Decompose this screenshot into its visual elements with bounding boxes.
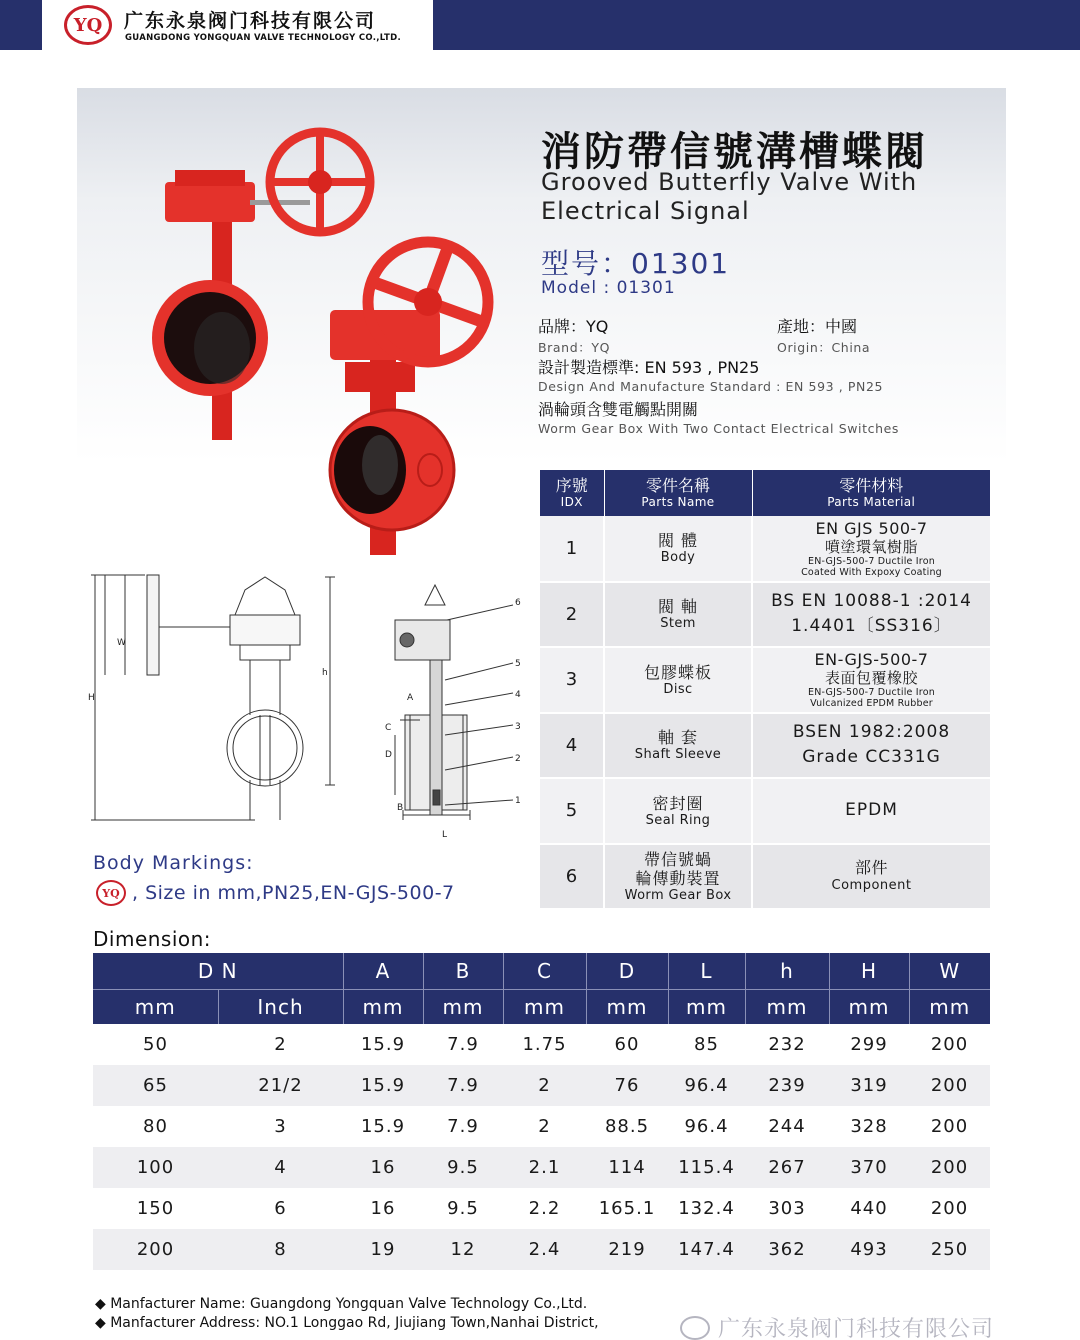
gear-en: Worm Gear Box With Two Contact Electrical Switches (538, 421, 900, 436)
dimension-title: Dimension: (93, 927, 212, 951)
dim-cell: 2.1 (503, 1147, 586, 1188)
dim-cell: 16 (343, 1188, 423, 1229)
manufacturer-info (95, 1295, 599, 1333)
dim-cell: 7.9 (423, 1024, 503, 1065)
dim-cell: 96.4 (668, 1065, 745, 1106)
part-idx: 3 (540, 647, 604, 713)
standard-en: Design And Manufacture Standard : EN 593 , PN25 (538, 379, 884, 394)
company-logo-block (42, 0, 433, 50)
dim-cell: 370 (829, 1147, 909, 1188)
dim-cell: 200 (909, 1147, 990, 1188)
dim-cell: 493 (829, 1229, 909, 1270)
label-w: W (117, 638, 126, 648)
dim-cell: 200 (93, 1229, 218, 1270)
dim-unit: mm (343, 989, 423, 1024)
label-n4: 4 (515, 690, 521, 700)
dim-cell: 115.4 (668, 1147, 745, 1188)
parts-header-material: 零件材料 Parts Material (752, 470, 990, 516)
dim-cell: 9.5 (423, 1188, 503, 1229)
dim-header-a: A (343, 953, 423, 989)
table-row (93, 1147, 990, 1188)
parts-header-row (540, 470, 990, 516)
dim-cell: 15.9 (343, 1024, 423, 1065)
spec-gear (538, 397, 899, 436)
part-material: EPDM (752, 778, 990, 844)
wechat-watermark-icon (680, 1316, 710, 1340)
dim-cell: 362 (745, 1229, 829, 1270)
dim-header-dn: D N (93, 953, 343, 989)
dim-unit: mm (829, 989, 909, 1024)
table-row (93, 1229, 990, 1270)
manufacturer-address: ◆ Manfacturer Address: NO.1 Longgao Rd, Jiujiang Town,Nanhai District, (95, 1315, 599, 1331)
body-markings-row (96, 880, 455, 906)
part-idx: 2 (540, 582, 604, 648)
dim-cell: 200 (909, 1024, 990, 1065)
dim-cell: 88.5 (586, 1106, 668, 1147)
side-view-drawing (91, 575, 335, 820)
dim-cell: 299 (829, 1024, 909, 1065)
watermark-text: 广东永泉阀门科技有限公司 (718, 1317, 995, 1340)
dim-cell: 200 (909, 1188, 990, 1229)
dim-cell: 250 (909, 1229, 990, 1270)
dim-cell: 80 (93, 1106, 218, 1147)
dim-cell: 7.9 (423, 1065, 503, 1106)
dim-header-h-small: h (745, 953, 829, 989)
dim-cell: 9.5 (423, 1147, 503, 1188)
dim-header-h-big: H (829, 953, 909, 989)
model-number-cn: 型号：01301 (541, 247, 731, 280)
table-row (93, 1188, 990, 1229)
manufacturer-name: ◆ Manfacturer Name: Guangdong Yongquan Valve Technology Co.,Ltd. (95, 1296, 588, 1312)
label-n1: 1 (515, 796, 521, 806)
dim-unit: Inch (218, 989, 343, 1024)
dim-cell: 60 (586, 1024, 668, 1065)
dim-cell: 303 (745, 1188, 829, 1229)
gear-cn: 渦輪頭含雙電觸點開關 (538, 400, 699, 419)
dimension-table (93, 953, 990, 1270)
dim-unit: mm (503, 989, 586, 1024)
label-l: L (442, 830, 448, 840)
dim-cell: 219 (586, 1229, 668, 1270)
dim-unit: mm (745, 989, 829, 1024)
dim-unit: mm (909, 989, 990, 1024)
dim-cell: 150 (93, 1188, 218, 1229)
dim-cell: 96.4 (668, 1106, 745, 1147)
company-name-en: GUANGDONG YONGQUAN VALVE TECHNOLOGY CO.,LTD. (125, 33, 402, 43)
dim-cell: 15.9 (343, 1106, 423, 1147)
label-n5: 5 (515, 659, 521, 669)
dim-cell: 1.75 (503, 1024, 586, 1065)
table-row (540, 713, 990, 779)
dim-unit: mm (586, 989, 668, 1024)
dim-header-c: C (503, 953, 586, 989)
spec-standard (538, 355, 883, 394)
part-name: 閥 軸 Stem (604, 582, 752, 648)
yq-logo-icon: YQ (64, 5, 112, 45)
brand-cn: 品牌：YQ (538, 317, 609, 336)
model-number-en: Model : 01301 (541, 278, 676, 298)
spec-brand (538, 314, 610, 356)
body-markings-title: Body Markings: (93, 852, 254, 874)
dim-cell: 2 (218, 1024, 343, 1065)
label-n2: 2 (515, 754, 521, 764)
part-name: 閥 體 Body (604, 516, 752, 582)
part-name: 密封圈 Seal Ring (604, 778, 752, 844)
parts-table (540, 470, 990, 910)
part-idx: 4 (540, 713, 604, 779)
dim-cell: 21/2 (218, 1065, 343, 1106)
label-b: B (397, 803, 404, 813)
parts-header-name: 零件名稱 Parts Name (604, 470, 752, 516)
dim-cell: 244 (745, 1106, 829, 1147)
dim-cell: 319 (829, 1065, 909, 1106)
product-title-cn: 消防帶信號溝槽蝶閥 (541, 129, 928, 175)
table-row (540, 516, 990, 582)
technical-drawing (85, 565, 545, 845)
dim-unit: mm (423, 989, 503, 1024)
label-h-big: H (88, 693, 95, 703)
dim-cell: 15.9 (343, 1065, 423, 1106)
dim-cell: 232 (745, 1024, 829, 1065)
table-row (540, 582, 990, 648)
company-name-cn: 广东永泉阀门科技有限公司 (124, 10, 377, 32)
product-title-en: Grooved Butterfly Valve With Electrical Signal (541, 168, 918, 225)
body-markings-text: , Size in mm,PN25,EN-GJS-500-7 (132, 882, 455, 904)
label-c: C (385, 723, 392, 733)
dim-header-l: L (668, 953, 745, 989)
valve-product-image (130, 110, 530, 560)
table-row (93, 1065, 990, 1106)
standard-cn: 設計製造標準: EN 593 , PN25 (538, 358, 760, 377)
dim-cell: 3 (218, 1106, 343, 1147)
label-h-small: h (322, 668, 328, 678)
dim-header-d: D (586, 953, 668, 989)
yq-mini-logo-icon: YQ (96, 880, 126, 906)
dim-cell: 76 (586, 1065, 668, 1106)
dim-cell: 65 (93, 1065, 218, 1106)
part-material: EN GJS 500-7 噴塗環氧樹脂 EN-GJS-500-7 Ductile Iron Coated With Expoxy Coating (752, 516, 990, 582)
dim-cell: 165.1 (586, 1188, 668, 1229)
part-idx: 1 (540, 516, 604, 582)
dimension-header-row (93, 953, 990, 989)
part-material: EN-GJS-500-7 表面包覆橡胶 EN-GJS-500-7 Ductile Iron Vulcanized EPDM Rubber (752, 647, 990, 713)
dim-cell: 267 (745, 1147, 829, 1188)
dim-cell: 239 (745, 1065, 829, 1106)
table-row (93, 1024, 990, 1065)
table-row (540, 778, 990, 844)
dimension-units-row (93, 989, 990, 1024)
dim-cell: 328 (829, 1106, 909, 1147)
watermark (680, 1312, 994, 1340)
origin-en: Origin：China (777, 340, 871, 355)
label-n6: 6 (515, 598, 521, 608)
dim-cell: 114 (586, 1147, 668, 1188)
part-idx: 5 (540, 778, 604, 844)
dim-cell: 2 (503, 1065, 586, 1106)
dim-cell: 200 (909, 1106, 990, 1147)
dim-cell: 85 (668, 1024, 745, 1065)
dim-cell: 6 (218, 1188, 343, 1229)
dim-cell: 7.9 (423, 1106, 503, 1147)
label-a: A (407, 693, 414, 703)
dim-unit: mm (668, 989, 745, 1024)
part-material: BSEN 1982:2008 Grade CC331G (752, 713, 990, 779)
dim-cell: 100 (93, 1147, 218, 1188)
dim-header-w: W (909, 953, 990, 989)
dim-cell: 2 (503, 1106, 586, 1147)
valve-front-icon (330, 242, 488, 555)
dim-cell: 2.2 (503, 1188, 586, 1229)
dim-cell: 440 (829, 1188, 909, 1229)
dim-cell: 132.4 (668, 1188, 745, 1229)
dim-cell: 50 (93, 1024, 218, 1065)
table-row (540, 844, 990, 910)
dim-cell: 200 (909, 1065, 990, 1106)
label-d: D (385, 750, 392, 760)
table-row (93, 1106, 990, 1147)
part-material: 部件 Component (752, 844, 990, 910)
dim-cell: 16 (343, 1147, 423, 1188)
dim-header-b: B (423, 953, 503, 989)
part-idx: 6 (540, 844, 604, 910)
part-name: 軸 套 Shaft Sleeve (604, 713, 752, 779)
label-n3: 3 (515, 722, 521, 732)
brand-en: Brand：YQ (538, 340, 611, 355)
dim-cell: 147.4 (668, 1229, 745, 1270)
part-name: 帶信號蝸 輪傳動裝置 Worm Gear Box (604, 844, 752, 910)
dim-cell: 8 (218, 1229, 343, 1270)
dim-cell: 12 (423, 1229, 503, 1270)
origin-cn: 產地：中國 (777, 317, 858, 336)
dim-cell: 2.4 (503, 1229, 586, 1270)
dim-cell: 19 (343, 1229, 423, 1270)
valve-rear-icon (152, 130, 370, 440)
parts-header-idx: 序號 IDX (540, 470, 604, 516)
part-name: 包膠蝶板 Disc (604, 647, 752, 713)
dim-cell: 4 (218, 1147, 343, 1188)
table-row (540, 647, 990, 713)
part-material: BS EN 10088-1 :2014 1.4401〔SS316〕 (752, 582, 990, 648)
dim-unit: mm (93, 989, 218, 1024)
spec-origin (777, 314, 870, 356)
